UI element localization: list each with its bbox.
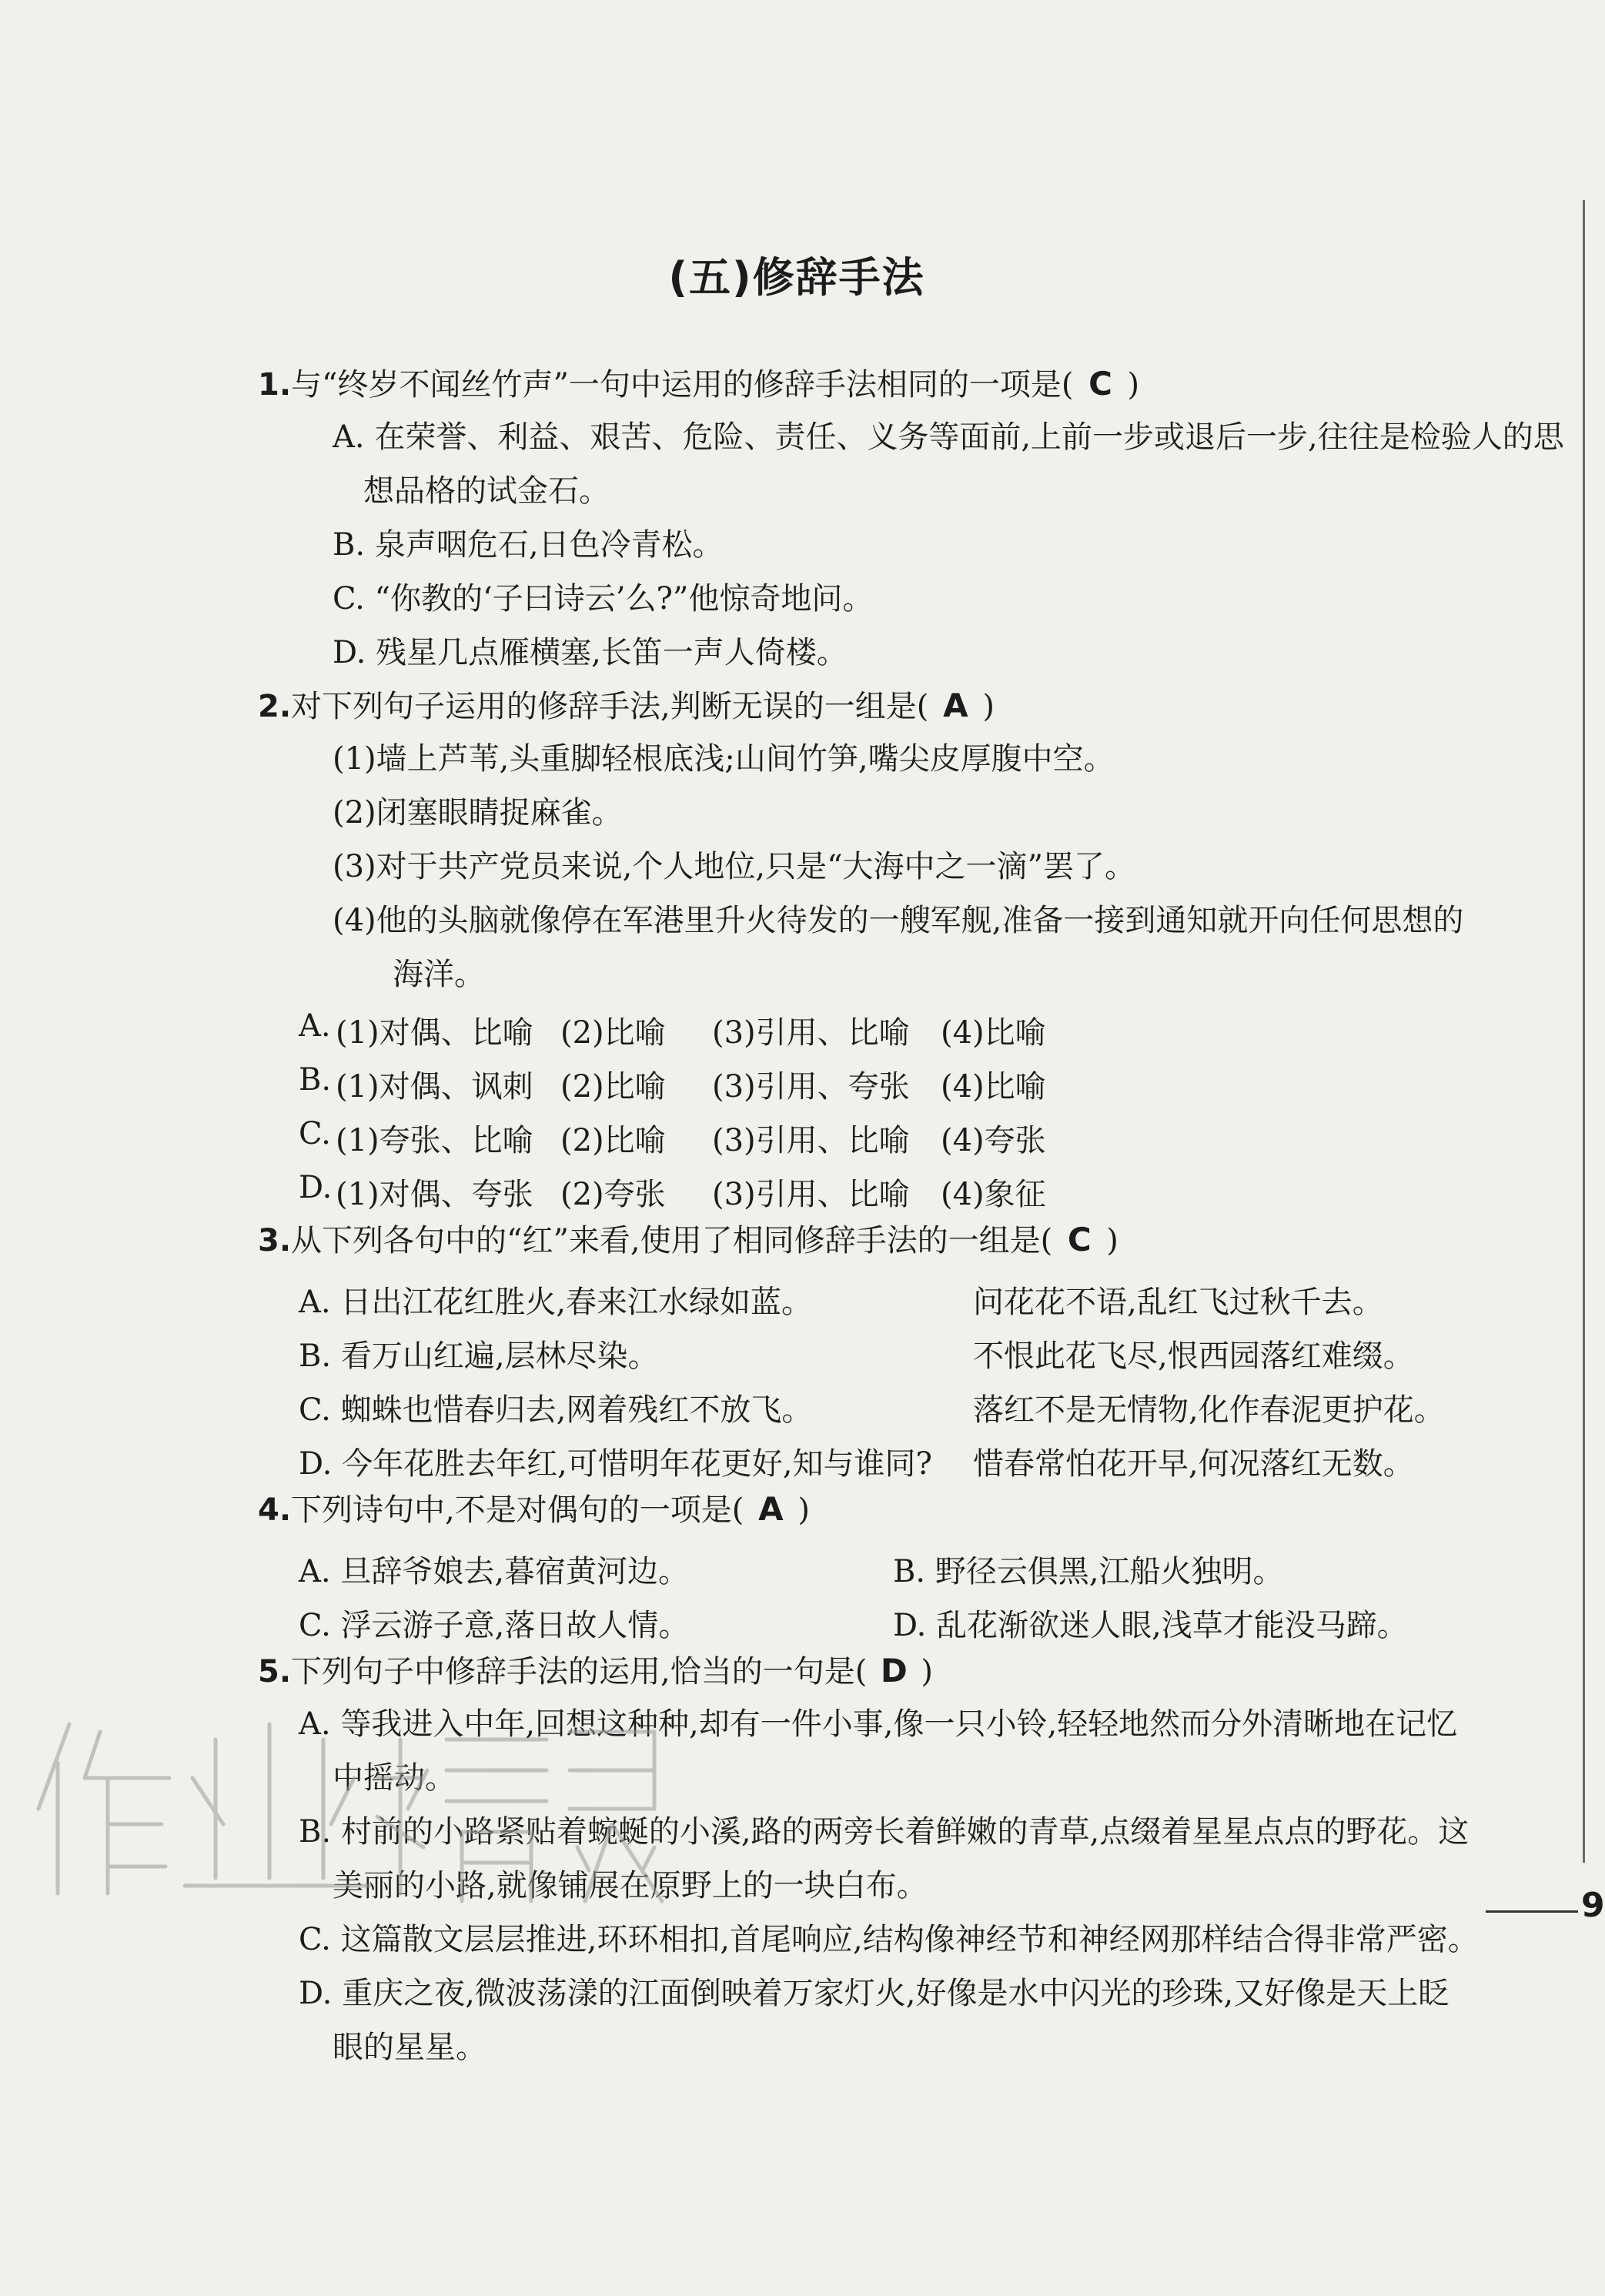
q2-option-cell: (4)夸张 <box>941 1123 1046 1158</box>
q2-option-label: D. <box>299 1170 333 1205</box>
q2-sentence-3: (3)对于共产党员来说,个人地位,只是“大海中之一滴”罢了。 <box>333 849 1135 884</box>
question-5-stem: 5.下列句子中修辞手法的运用,恰当的一句是( D ) <box>258 1652 933 1689</box>
q2-option-cell: (2)比喻 <box>560 1069 666 1105</box>
q1-option-b: B. 泉声咽危石,日色冷青松。 <box>333 527 724 563</box>
answer-mark: A <box>758 1490 784 1528</box>
answer-mark: C <box>1067 1221 1092 1258</box>
q3-option-left: A. 日出江花红胜火,春来江水绿如蓝。 <box>299 1285 813 1320</box>
footer-rule <box>1486 1910 1578 1913</box>
q5-option-b: B. 村前的小路紧贴着蜿蜒的小溪,路的两旁长着鲜嫩的青草,点缀着星星点点的野花。这 <box>299 1814 1470 1850</box>
q1-option-a-cont: 想品格的试金石。 <box>363 473 610 509</box>
q4-option-c: C. 浮云游子意,落日故人情。 <box>299 1608 690 1643</box>
answer-mark: D <box>880 1652 908 1689</box>
q2-option-cell: (4)象征 <box>941 1177 1046 1212</box>
q2-option-cell: (3)引用、夸张 <box>712 1069 910 1105</box>
question-number: 5. <box>258 1654 292 1689</box>
q1-option-c: C. “你教的‘子曰诗云’么?”他惊奇地问。 <box>333 581 874 617</box>
q2-option-label: B. <box>299 1062 332 1098</box>
q2-sentence-4: (4)他的头脑就像停在军港里升火待发的一艘军舰,准备一接到通知就开向任何思想的 <box>333 903 1464 938</box>
q1-option-a: A. 在荣誉、利益、艰苦、危险、责任、义务等面前,上前一步或退后一步,往往是检验人的思 <box>333 419 1564 455</box>
q3-option-right: 惜春常怕花开早,何况落红无数。 <box>973 1446 1414 1482</box>
q3-option-right: 问花花不语,乱红飞过秋千去。 <box>973 1285 1383 1320</box>
q5-option-b-cont: 美丽的小路,就像铺展在原野上的一块白布。 <box>333 1868 928 1903</box>
q2-option-cell: (4)比喻 <box>941 1015 1046 1051</box>
q2-option-cell: (3)引用、比喻 <box>712 1177 910 1212</box>
q2-sentence-2: (2)闭塞眼睛捉麻雀。 <box>333 795 623 831</box>
section-title: (五)修辞手法 <box>668 253 925 302</box>
page-number: 9 <box>1581 1886 1605 1925</box>
q2-option-cell: (1)对偶、比喻 <box>336 1015 533 1051</box>
question-number: 2. <box>258 689 292 724</box>
question-4-stem: 4.下列诗句中,不是对偶句的一项是( A ) <box>258 1490 810 1528</box>
right-margin-rule <box>1583 200 1585 1863</box>
q2-option-cell: (2)夸张 <box>560 1177 666 1212</box>
q2-option-cell: (2)比喻 <box>560 1123 666 1158</box>
watermark-logo <box>15 1693 670 1924</box>
q2-option-cell: (3)引用、比喻 <box>712 1123 910 1158</box>
question-number: 1. <box>258 367 292 403</box>
q3-option-left: D. 今年花胜去年红,可惜明年花更好,知与谁同? <box>299 1446 932 1482</box>
q5-option-a: A. 等我进入中年,回想这种种,却有一件小事,像一只小铃,轻轻地然而分外清晰地在记忆 <box>299 1706 1458 1742</box>
question-2-stem: 2.对下列句子运用的修辞手法,判断无误的一组是( A ) <box>258 687 995 724</box>
q5-option-d: D. 重庆之夜,微波荡漾的江面倒映着万家灯火,好像是水中闪光的珍珠,又好像是天上眨 <box>299 1976 1450 2011</box>
q3-option-left: C. 蜘蛛也惜春归去,网着残红不放飞。 <box>299 1392 813 1428</box>
q3-option-left: B. 看万山红遍,层林尽染。 <box>299 1338 659 1374</box>
q4-option-d: D. 乱花渐欲迷人眼,浅草才能没马蹄。 <box>893 1608 1408 1643</box>
q2-option-cell: (1)夸张、比喻 <box>336 1123 533 1158</box>
q2-sentence-4-cont: 海洋。 <box>393 957 485 992</box>
q2-option-label: C. <box>299 1116 331 1151</box>
answer-mark: A <box>943 687 968 724</box>
q2-option-cell: (2)比喻 <box>560 1015 666 1051</box>
question-1-stem: 1.与“终岁不闻丝竹声”一句中运用的修辞手法相同的一项是( C ) <box>258 365 1140 403</box>
q3-option-right: 不恨此花飞尽,恨西园落红难缀。 <box>973 1338 1414 1374</box>
q2-option-cell: (3)引用、比喻 <box>712 1015 910 1051</box>
question-number: 3. <box>258 1223 292 1258</box>
question-number: 4. <box>258 1492 292 1528</box>
question-3-stem: 3.从下列各句中的“红”来看,使用了相同修辞手法的一组是( C ) <box>258 1221 1118 1258</box>
q2-option-cell: (1)对偶、讽刺 <box>336 1069 533 1105</box>
q3-option-right: 落红不是无情物,化作春泥更护花。 <box>973 1392 1445 1428</box>
q4-option-b: B. 野径云俱黑,江船火独明。 <box>893 1554 1284 1589</box>
q1-option-d: D. 残星几点雁横塞,长笛一声人倚楼。 <box>333 635 848 670</box>
answer-mark: C <box>1088 365 1112 403</box>
q4-option-a: A. 旦辞爷娘去,暮宿黄河边。 <box>299 1554 690 1589</box>
q5-option-c: C. 这篇散文层层推进,环环相扣,首尾响应,结构像神经节和神经网那样结合得非常严密。 <box>299 1922 1479 1957</box>
q2-sentence-1: (1)墙上芦苇,头重脚轻根底浅;山间竹笋,嘴尖皮厚腹中空。 <box>333 741 1115 777</box>
q5-option-a-cont: 中摇动。 <box>333 1760 456 1796</box>
q2-option-cell: (1)对偶、夸张 <box>336 1177 533 1212</box>
q2-option-cell: (4)比喻 <box>941 1069 1046 1105</box>
q2-option-label: A. <box>299 1008 331 1044</box>
q5-option-d-cont: 眼的星星。 <box>333 2030 487 2065</box>
